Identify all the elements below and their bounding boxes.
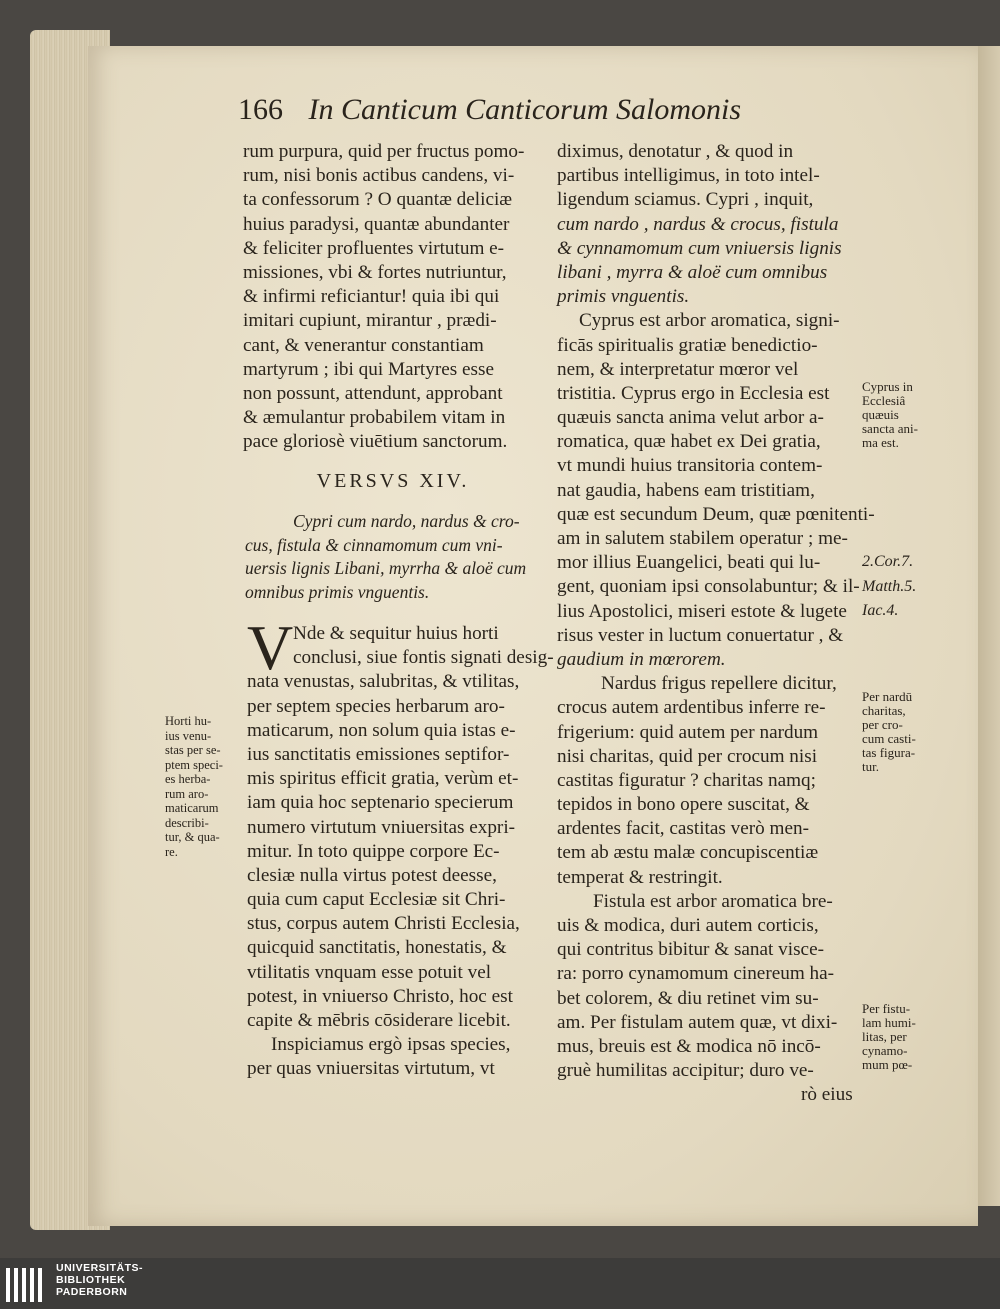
text-line: per septem species herbarum aro- bbox=[247, 695, 505, 717]
text-line: gent, quoniam ipsi consolabuntur; & il- bbox=[557, 576, 860, 598]
text-line: & feliciter profluentes virtutum e- bbox=[243, 237, 505, 259]
page-header bbox=[238, 93, 838, 127]
margin-line: Horti hu- bbox=[165, 714, 212, 728]
text-line: mor illius Euangelici, beati qui lu- bbox=[557, 552, 821, 574]
library-logo-text bbox=[56, 1262, 143, 1298]
margin-line: rum aro- bbox=[165, 786, 209, 801]
scripture-ref: 2.Cor.7. bbox=[862, 553, 914, 570]
text-line: & æmulantur probabilem vitam in bbox=[243, 407, 506, 429]
text-line: mus, breuis est & modica nō incō- bbox=[557, 1035, 821, 1057]
text-line: ardentes facit, castitas verò men- bbox=[557, 818, 809, 840]
drop-cap: V bbox=[247, 612, 294, 683]
verse-line: cus, fistula & cinnamomum cum vni- bbox=[245, 534, 503, 555]
left-margin-note bbox=[165, 714, 245, 859]
margin-note-fistula bbox=[862, 1002, 916, 1072]
text-line: tepidos in bono opere suscitat, & bbox=[557, 794, 810, 816]
text-line: libani , myrra & aloë cum omnibus bbox=[557, 261, 828, 283]
text-line: frigerium: quid autem per nardum bbox=[557, 721, 819, 743]
text-line: missiones, vbi & fortes nutriuntur, bbox=[243, 261, 507, 283]
text-line: cant, & venerantur constantiam bbox=[243, 334, 484, 356]
text-line: cum nardo , nardus & crocus, fistula bbox=[557, 213, 839, 235]
margin-line: Ecclesiâ bbox=[862, 393, 906, 408]
text-line: mitur. In toto quippe corpore Ec- bbox=[247, 840, 500, 862]
text-line: & cynnamomum cum vniuersis lignis bbox=[557, 237, 842, 259]
text-line: quæuis sancta anima velut arbor a- bbox=[557, 407, 824, 429]
margin-line: litas, per bbox=[862, 1029, 907, 1044]
text-line: gaudium in mœrorem. bbox=[557, 648, 726, 670]
scripture-ref: Matth.5. bbox=[862, 578, 917, 595]
text-line: bet colorem, & diu retinet vim su- bbox=[557, 987, 819, 1009]
margin-line: charitas, bbox=[862, 703, 906, 718]
verse-line: omnibus primis vnguentis. bbox=[245, 581, 430, 602]
text-line: diximus, denotatur , & quod in bbox=[557, 141, 794, 162]
margin-line: tur. bbox=[862, 759, 879, 774]
text-line: pace gloriosè viuētium sanctorum. bbox=[243, 431, 508, 453]
text-line: numero virtutum vniuersitas expri- bbox=[247, 816, 516, 838]
text-line: Inspiciamus ergò ipsas species, bbox=[271, 1034, 511, 1056]
text-line: vtilitatis vnquam esse potuit vel bbox=[247, 961, 492, 983]
text-line: stus, corpus autem Christi Ecclesia, bbox=[247, 913, 520, 935]
text-line: quia cum caput Ecclesiæ sit Chri- bbox=[247, 889, 506, 911]
text-line: ficās spiritualis gratiæ benedictio- bbox=[557, 334, 818, 356]
margin-line: maticarum bbox=[165, 801, 219, 815]
margin-line: Cyprus in bbox=[862, 379, 913, 394]
margin-line: ius venu- bbox=[165, 728, 212, 743]
text-line: mis spiritus efficit gratia, verùm et- bbox=[247, 768, 519, 790]
text-line: tristitia. Cyprus ergo in Ecclesia est bbox=[557, 382, 830, 404]
text-line: am. Per fistulam autem quæ, vt dixi- bbox=[557, 1011, 838, 1033]
text-line: Nardus frigus repellere dicitur, bbox=[601, 673, 837, 695]
text-line: temperat & restringit. bbox=[557, 866, 723, 888]
library-logo-icon bbox=[4, 1262, 44, 1304]
verse-line: Cypri cum nardo, nardus & cro- bbox=[293, 511, 520, 531]
text-line: lius Apostolici, miseri estote & lugete bbox=[557, 600, 847, 622]
text-line: nem, & interpretatur mœror vel bbox=[557, 358, 799, 380]
text-line: nata venustas, salubritas, & vtilitas, bbox=[247, 671, 520, 693]
margin-line: cum casti- bbox=[862, 731, 916, 746]
text-line: maticarum, non solum quia istas e- bbox=[247, 719, 516, 741]
versus-heading: VERSVS XIV. bbox=[316, 470, 470, 492]
running-title: In Canticum Canticorum Salomonis bbox=[308, 93, 741, 126]
text-line: ra: porro cynamomum cinereum ha- bbox=[557, 963, 835, 985]
text-line: am in salutem stabilem operatur ; me- bbox=[557, 528, 848, 549]
verse-line: uersis lignis Libani, myrrha & aloë cum bbox=[245, 558, 527, 578]
margin-line: cynamo- bbox=[862, 1043, 908, 1058]
text-line: rò eius bbox=[801, 1084, 853, 1106]
margin-note-cyprus bbox=[862, 380, 918, 450]
library-footer-bar bbox=[0, 1258, 1000, 1309]
text-line: Nde & sequitur huius horti bbox=[293, 623, 499, 644]
text-line: qui contritus bibitur & sanat visce- bbox=[557, 939, 824, 961]
margin-line: ma est. bbox=[862, 435, 899, 450]
text-line: Cyprus est arbor aromatica, signi- bbox=[579, 310, 840, 332]
text-line: clesiæ nulla virtus potest deesse, bbox=[247, 864, 497, 886]
text-line: Fistula est arbor aromatica bre- bbox=[593, 890, 833, 912]
text-line: rum, nisi bonis actibus candens, vi- bbox=[243, 165, 515, 187]
text-line: romatica, quæ habet ex Dei gratia, bbox=[557, 431, 821, 453]
text-line: nat gaudia, habens eam tristitiam, bbox=[557, 479, 815, 501]
text-line: castitas figuratur ? charitas namq; bbox=[557, 769, 816, 791]
text-line: crocus autem ardentibus inferre re- bbox=[557, 697, 826, 719]
text-line: non possunt, attendunt, approbant bbox=[243, 382, 503, 404]
logo-line: BIBLIOTHEK bbox=[56, 1274, 126, 1286]
text-line: imitari cupiunt, mirantur , prædi- bbox=[243, 310, 497, 332]
text-line: risus vester in luctum conuertatur , & bbox=[557, 624, 844, 646]
text-line: quæ est secundum Deum, quæ pœnitenti- bbox=[557, 503, 875, 525]
text-line: quicquid sanctitatis, honestatis, & bbox=[247, 937, 507, 959]
text-line: uis & modica, duri autem corticis, bbox=[557, 915, 819, 936]
left-column-body bbox=[247, 622, 554, 1082]
text-line: huius paradysi, quantæ abundanter bbox=[243, 213, 510, 235]
margin-line: lam humi- bbox=[862, 1015, 916, 1030]
text-line: potest, in vniuerso Christo, hoc est bbox=[247, 985, 513, 1007]
text-line: ligendum sciamus. Cypri , inquit, bbox=[557, 189, 814, 211]
text-line: primis vnguentis. bbox=[557, 286, 690, 308]
margin-line: tur, & qua- bbox=[165, 830, 220, 844]
text-line: ius sanctitatis emissiones septifor- bbox=[247, 743, 510, 765]
left-column-top bbox=[243, 140, 543, 454]
text-line: & infirmi reficiantur! quia ibi qui bbox=[243, 286, 500, 308]
text-line: per quas vniuersitas virtutum, vt bbox=[247, 1058, 495, 1080]
margin-line: stas per se- bbox=[165, 743, 221, 757]
margin-line: ptem speci- bbox=[165, 757, 223, 772]
text-line: conclusi, siue fontis signati desig- bbox=[293, 647, 554, 669]
margin-line: es herba- bbox=[165, 772, 211, 786]
text-line: gruè humilitas accipitur; duro ve- bbox=[557, 1060, 814, 1082]
verse-quotation bbox=[245, 510, 545, 604]
logo-line: PADERBORN bbox=[56, 1286, 128, 1298]
text-line: capite & mēbris cōsiderare licebit. bbox=[247, 1010, 511, 1031]
text-line: ta confessorum ? O quantæ deliciæ bbox=[243, 189, 513, 211]
scripture-ref: Iac.4. bbox=[862, 602, 899, 619]
margin-line: describi- bbox=[165, 815, 209, 830]
margin-line: Per fistu- bbox=[862, 1001, 911, 1016]
right-column bbox=[557, 140, 875, 1108]
margin-line: quæuis bbox=[862, 407, 899, 422]
text-line: vt mundi huius transitoria contem- bbox=[557, 455, 823, 477]
text-line: nisi charitas, quid per crocum nisi bbox=[557, 745, 818, 767]
margin-line: sancta ani- bbox=[862, 421, 918, 436]
margin-line: Per nardū bbox=[862, 689, 913, 704]
text-line: partibus intelligimus, in toto intel- bbox=[557, 165, 820, 187]
text-line: tem ab æstu malæ concupiscentiæ bbox=[557, 842, 819, 864]
margin-note-nardus bbox=[862, 690, 916, 774]
margin-line: tas figura- bbox=[862, 745, 916, 760]
margin-line: per cro- bbox=[862, 717, 903, 732]
logo-line: UNIVERSITÄTS- bbox=[56, 1262, 144, 1274]
text-line: iam quia hoc septenario specierum bbox=[247, 792, 514, 814]
margin-line: re. bbox=[165, 844, 178, 859]
text-line: martyrum ; ibi qui Martyres esse bbox=[243, 358, 494, 380]
text-line: rum purpura, quid per fructus pomo- bbox=[243, 141, 525, 162]
page-number: 166 bbox=[238, 93, 283, 126]
margin-line: mum pœ- bbox=[862, 1057, 913, 1072]
